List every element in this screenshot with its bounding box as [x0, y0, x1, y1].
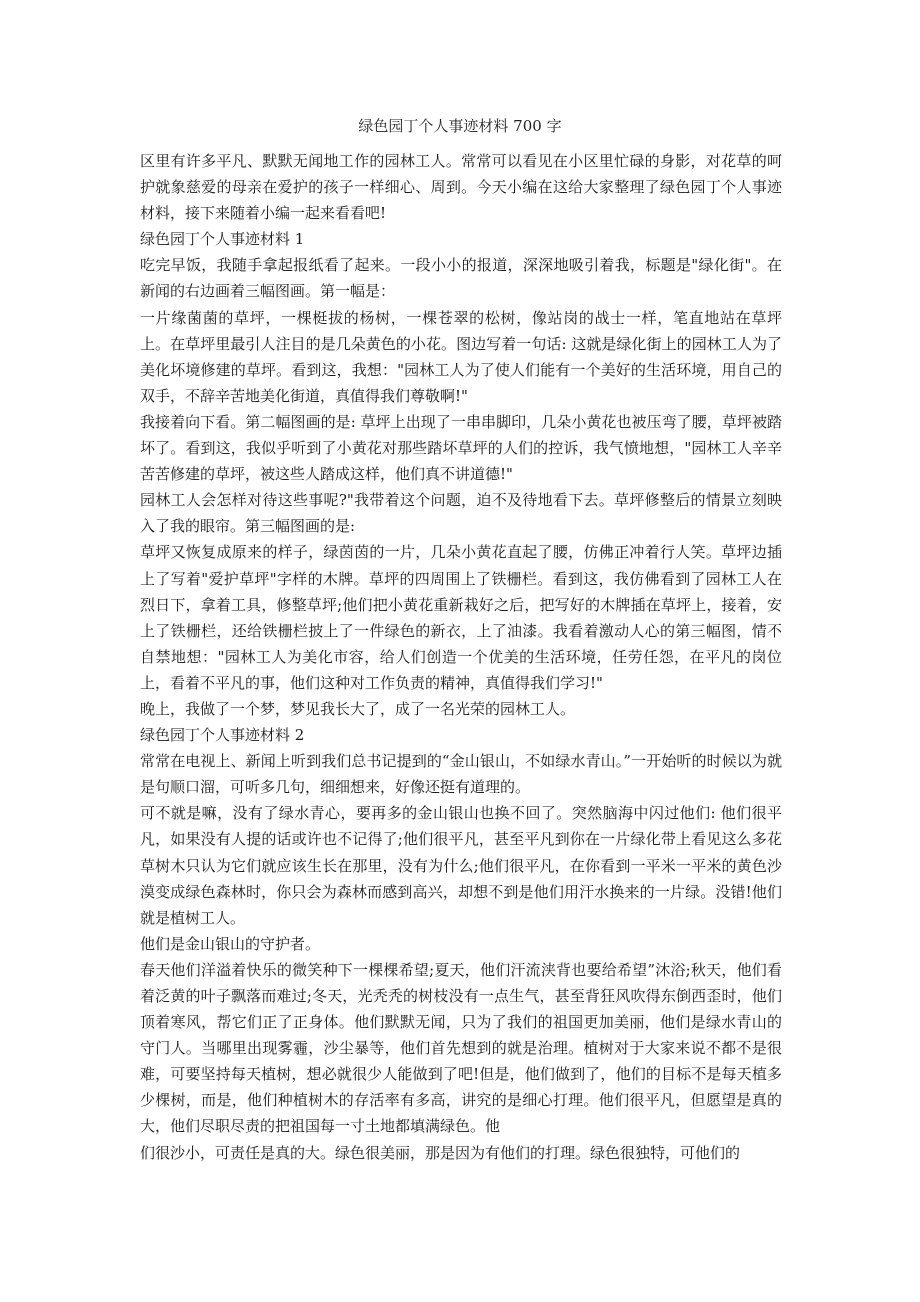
paragraph: 他们是金山银山的守护者。 — [140, 934, 321, 953]
section-heading-2: 绿色园丁个人事迹材料 2 — [140, 726, 305, 745]
document-body — [140, 148, 782, 1166]
paragraph: 一片缘菌菌的草坪，一棵梃拔的杨树，一棵苍翠的松树，像站岗的战士一样，笔直地站在草坪上。在草坪里最引人注目的是几朵黄色的小花。图边写着一句话: 这就是绿化街上的园林工人为了美化坏境修建的草坪。看到这，我想："园林工人为了使人们能有一个美好的生活环境，用自己的双手，不辞辛苦地美化街道，真值得我们尊敬啊!" — [140, 308, 782, 405]
section-heading-1: 绿色园丁个人事迹材料 1 — [140, 230, 305, 249]
paragraph: 草坪又恢复成原来的样子，绿茵茵的一片，几朵小黄花直起了腰，仿佛正冲着行人笑。草坪边插上了写着"爱护草坪"字样的木牌。草坪的四周围上了铁栅栏。看到这，我仿佛看到了园林工人在烈日下，拿着工具，修整草坪;他们把小黄花重新栽好之后，把写好的木牌插在草坪上，接着，安上了铁栅栏，还给铁栅栏披上了一件绿色的新衣，上了油漆。我看着激动人心的第三幅图，情不自禁地想："园林工人为美化市容，给人们创造一个优美的生活环境，任劳任怨，在平凡的岗位上，看着不平凡的事，他们这种对工作负责的精神，真值得我们学习!" — [140, 543, 782, 692]
paragraph: 吃完早饭，我随手拿起报纸看了起来。一段小小的报道，深深地吸引着我，标题是"绿化街"。在新闻的右边画着三幅图画。第一幅是： — [140, 256, 782, 301]
paragraph-intro: 区里有许多平凡、默默无闻地工作的园林工人。常常可以看见在小区里忙碌的身影，对花草的呵护就象慈爱的母亲在爱护的孩子一样细心、周到。今天小编在这给大家整理了绿色园丁个人事迹材料，接下来随着小编一起来看看吧! — [140, 152, 782, 223]
paragraph: 可不就是嘛，没有了绿水青心，要再多的金山银山也换不回了。突然脑海中闪过他们: 他们很平凡，如果没有人提的话或许也不记得了;他们很平凡，甚至平凡到你在一片绿化带上看见这么多花草树木只认为它们就应该生长在那里，没有为什么;他们很平凡，在你看到一平米一平米的黄色沙漠变成绿色森林时，你只会为森林而感到高兴，却想不到是他们用汗水换来的一片绿。没错!他们就是植树工人。 — [140, 804, 782, 927]
document-title: 绿色园丁个人事迹材料 700 字 — [358, 117, 562, 135]
paragraph: 园林工人会怎样对待这些事呢?"我带着这个问题，迫不及待地看下去。草坪修整后的情景立刻映入了我的眼帘。第三幅图画的是: — [140, 491, 782, 536]
paragraph: 常常在电视上、新闻上听到我们总书记提到的“金山银山，不如绿水青山。”一开始听的时候以为就是句顺口溜，可听多几句，细细想来，好像还挺有道理的。 — [140, 752, 782, 797]
paragraph: 们很沙小，可责任是真的大。绿色很美丽，那是因为有他们的打理。绿色很独特，可他们的 — [140, 1143, 741, 1162]
paragraph: 我接着向下看。第二幅图画的是: 草坪上出现了一串串脚印，几朵小黄花也被压弯了腰，草坪被踏坏了。看到这，我似乎听到了小黄花对那些踏坏草坪的人们的控诉，我气愤地想，"园林工人辛辛苦苦修建的草坪，被这些人踏成这样，他们真不讲道德!" — [140, 412, 782, 484]
paragraph: 春天他们洋溢着快乐的微笑种下一棵棵希望;夏天，他们汗流浃背也要给希望”沐浴;秋天，他们看着泛黄的叶子飘落而难过;冬天，光秃秃的树枝没有一点生气，甚至背狂风吹得东倒西歪时，他们顶着寒风，帮它们正了正身体。他们默默无闻，只为了我们的祖国更加美丽，他们是绿水青山的守门人。当哪里出现雾霾，沙尘暴等，他们首先想到的就是治理。植树对于大家来说不都不是很难，可要坚持每天植树，想必就很少人能做到了吧!但是，他们做到了，他们的目标不是每天植多少棵树，而是，他们种植树木的存活率有多高，讲究的是细心打理。他们很平凡，但愿望是真的大，他们尽职尽责的把祖国每一寸土地都填满绿色。他 — [140, 960, 782, 1136]
paragraph: 晚上，我做了一个梦，梦见我长大了，成了一名光荣的园林工人。 — [140, 699, 576, 718]
